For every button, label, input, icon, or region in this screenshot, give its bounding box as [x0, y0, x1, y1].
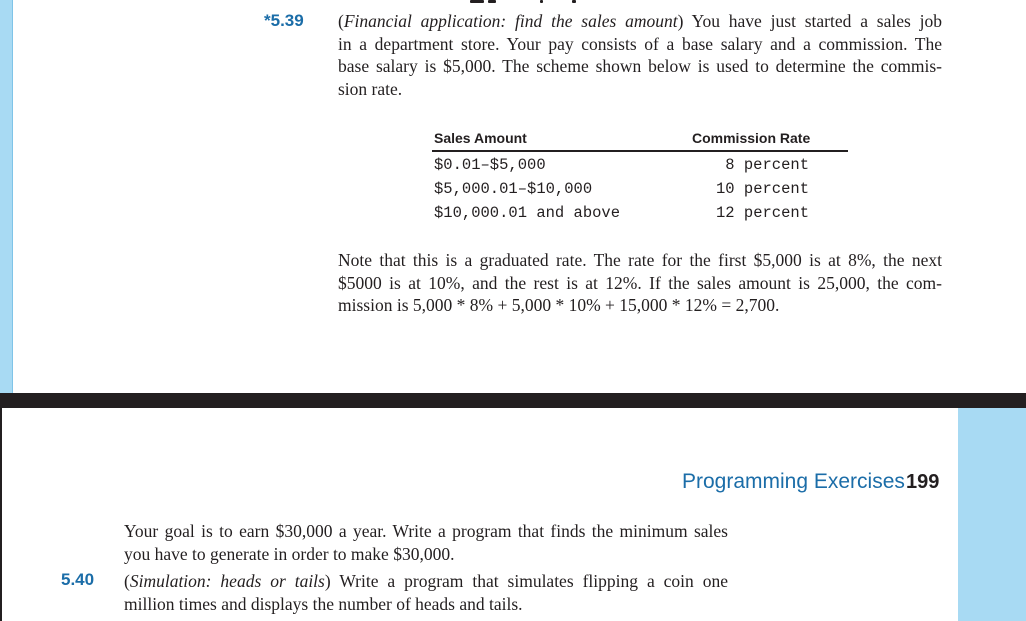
- table-row: [432, 156, 848, 180]
- statement-text: Write a program that simulates flipping a coin one: [339, 571, 728, 591]
- lower-page-left-rule: [0, 408, 2, 621]
- left-margin-band: [0, 0, 12, 393]
- exercise-5-40-statement: [124, 570, 728, 615]
- table-cell-rate: 10 percent: [715, 180, 809, 198]
- statement-line-2: million times and displays the number of heads and tails.: [124, 593, 523, 614]
- table-cell-sales: $5,000.01–$10,000: [434, 180, 593, 198]
- continuation-line-1: Your goal is to earn $30,000 a year. Write a program that finds the minimum sales: [124, 521, 728, 541]
- statement-line-4: sion rate.: [338, 78, 403, 99]
- exercise-title: Simulation: heads or tails: [129, 571, 325, 591]
- statement-line-2: in a department store. Your pay consists of a base salary and a commission. The: [338, 33, 942, 54]
- statement-line-1: (Simulation: heads or tails) Write a program that simulates flipping a coin one: [124, 571, 728, 591]
- page-divider: [0, 393, 1026, 408]
- note-line-2: $5000 is at 10%, and the rest is at 12%. If the sales amount is 25,000, the com-: [338, 272, 942, 293]
- exercise-number: *5.39: [264, 11, 304, 30]
- table-cell-sales: $10,000.01 and above: [434, 204, 621, 222]
- table-cell-rate: 8 percent: [725, 156, 809, 174]
- clipped-text-fragment: [440, 0, 620, 4]
- table-header-rule: [432, 150, 848, 152]
- exercise-number: 5.40: [61, 570, 95, 589]
- left-margin-rule: [12, 0, 13, 393]
- right-margin-band: [958, 408, 1026, 621]
- table-header-commission-rate: Commission Rate: [692, 130, 811, 146]
- exercise-5-39-note: [338, 249, 942, 317]
- page-number: 199: [906, 471, 940, 493]
- table-header-sales-amount: Sales Amount: [434, 130, 527, 146]
- statement-line-1: (Financial application: find the sales amount) You have just started a sales job: [338, 11, 942, 31]
- exercise-5-39-statement: [338, 10, 942, 100]
- note-line-1: Note that this is a graduated rate. The rate for the first $5,000 is at 8%, the next: [338, 250, 942, 270]
- table-cell-sales: $0.01–$5,000: [434, 156, 546, 174]
- table-row: [432, 180, 848, 204]
- table-cell-rate: 12 percent: [715, 204, 809, 222]
- running-head-section: Programming Exercises: [682, 470, 905, 493]
- statement-text: You have just started a sales job: [691, 11, 942, 31]
- table-row: [432, 204, 848, 228]
- note-line-3: mission is 5,000 * 8% + 5,000 * 10% + 15,000 * 12% = 2,700.: [338, 295, 780, 316]
- continuation-line-2: you have to generate in order to make $30,000.: [124, 543, 455, 564]
- statement-line-3: base salary is $5,000. The scheme shown below is used to determine the commis-: [338, 56, 942, 77]
- exercise-title: Financial application: find the sales amount: [343, 11, 678, 31]
- continuation-text: [124, 520, 728, 565]
